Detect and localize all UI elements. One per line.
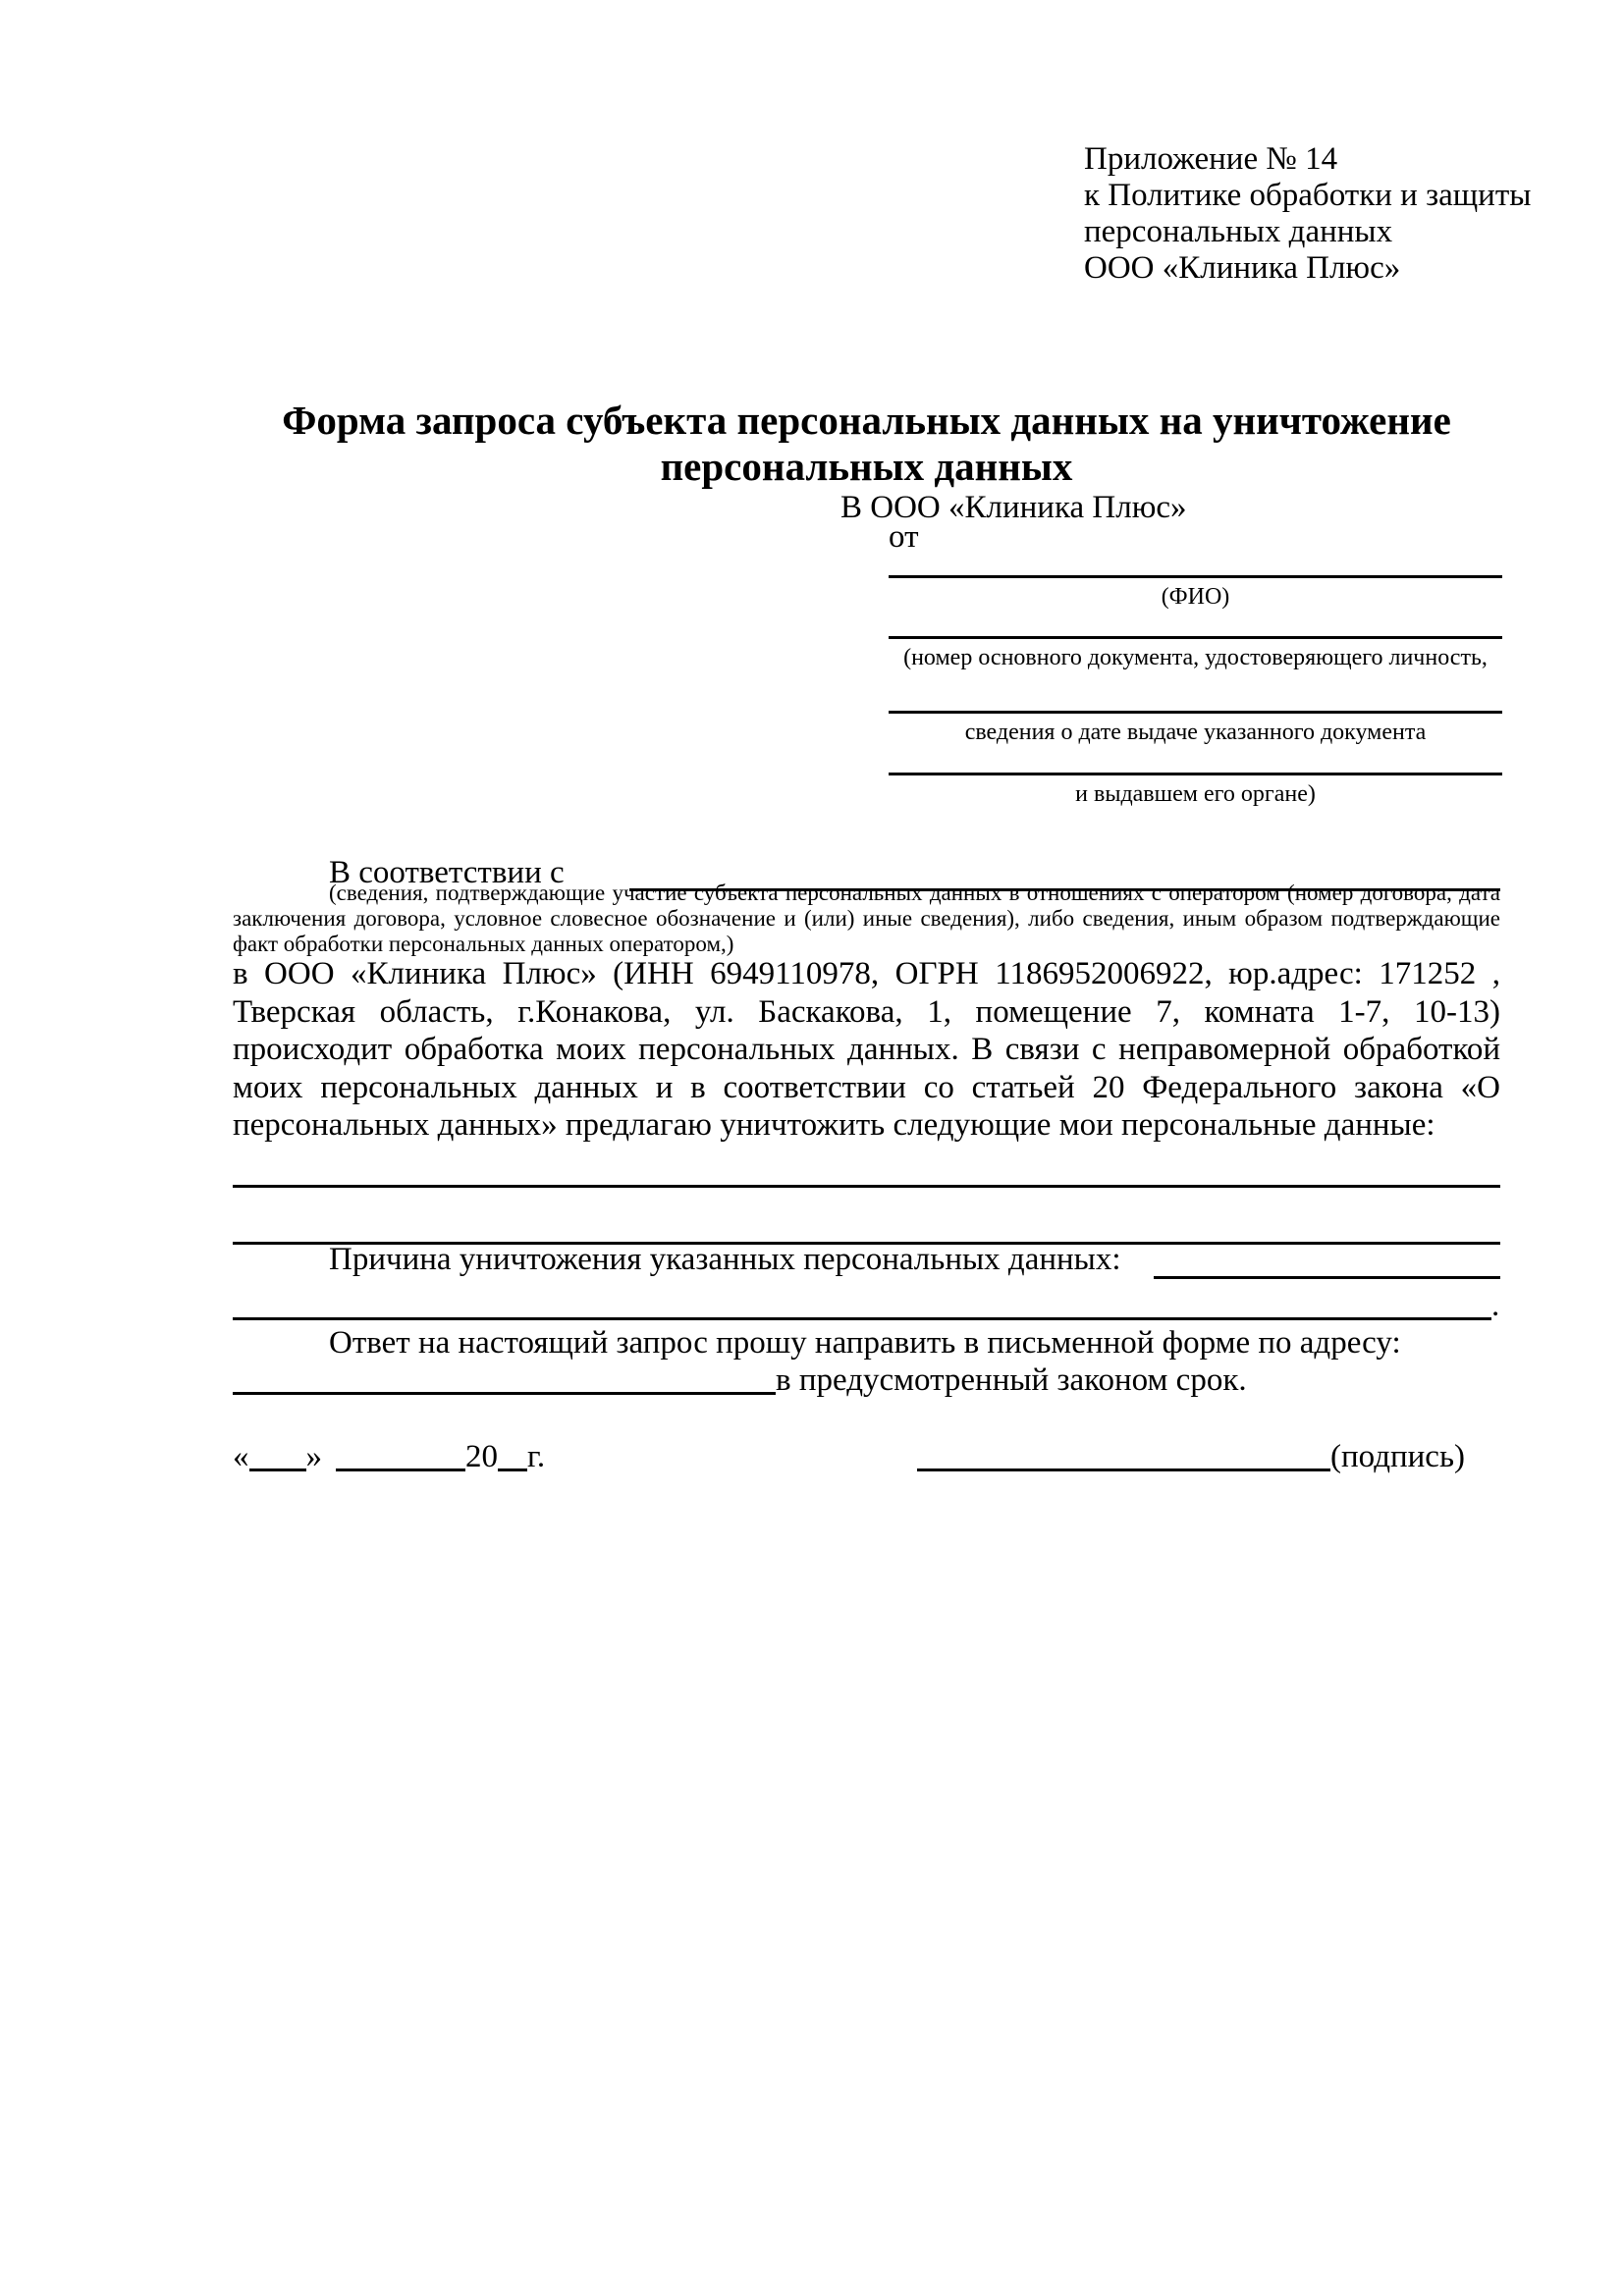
from-label: от [889, 519, 919, 555]
id-doc-blank-line [889, 636, 1502, 639]
day-blank [249, 1468, 306, 1471]
deadline-row [233, 1362, 1509, 1399]
signature-blank-line [917, 1468, 1330, 1471]
title-line-1: Форма запроса субъекта персональных данных на уничтожение [282, 398, 1451, 443]
accordance-note: (сведения, подтверждающие участие субъекта персональных данных в отношениях с оператором (номер договора, дата заключения договора, условное словесное обозначение и (или) иные сведения), либо сведения, иным образом подтверждающие факт обработки персональных данных оператором,) [233, 881, 1500, 956]
signature-field [917, 1438, 1465, 1475]
issuer-caption: и выдавшем его органе) [1075, 781, 1316, 807]
reason-label: Причина уничтожения указанных персональных данных: [329, 1242, 1121, 1277]
fio-caption: (ФИО) [1161, 584, 1230, 610]
year-prefix: 20 [465, 1439, 498, 1474]
issuer-blank-line [889, 773, 1502, 775]
header-line-3: персональных данных [1084, 214, 1393, 249]
deadline-text: в предусмотренный законом срок. [776, 1362, 1247, 1398]
reason-blank-line-2 [233, 1287, 1509, 1324]
reason-blank-continuation [233, 1317, 1491, 1320]
year-blank [498, 1468, 527, 1471]
processing-paragraph: в ООО «Клиника Плюс» (ИНН 6949110978, ОГРН 1186952006922, юр.адрес: 171252 , Тверская область, г.Конакова, ул. Баскакова, 1, помещение 7, комната 1-7, 10-13) происходит обработка моих персональных данных. В связи с неправомерной обработкой моих персональных данных и в соответствии со статьей 20 Федерального закона «О персональных данных» предлагаю уничтожить следующие мои персональные данные: [233, 956, 1500, 1143]
header-line-4: ООО «Клиника Плюс» [1084, 250, 1401, 286]
issue-date-blank-line [889, 711, 1502, 714]
id-doc-caption: (номер основного документа, удостоверяющего личность, [903, 645, 1488, 670]
addressee-line: В ООО «Клиника Плюс» [840, 490, 1187, 525]
reason-blank-line [1154, 1276, 1500, 1279]
appendix-header [1084, 141, 1531, 287]
header-line-2: к Политике обработки и защиты [1084, 178, 1532, 213]
document-title [233, 398, 1500, 490]
title-line-2: персональных данных [660, 444, 1073, 489]
signature-caption: (подпись) [1330, 1439, 1465, 1474]
quote-close: » [305, 1439, 322, 1474]
date-field [233, 1438, 545, 1475]
header-line-1: Приложение № 14 [1084, 141, 1338, 177]
data-blank-line-1 [233, 1185, 1500, 1188]
quote-open: « [233, 1439, 249, 1474]
address-blank-line [233, 1392, 776, 1395]
accordance-label: В соответствии с [329, 855, 565, 890]
year-suffix: г. [527, 1439, 546, 1474]
fio-blank-line [889, 575, 1502, 578]
issue-date-caption: сведения о дате выдаче указанного документа [964, 720, 1427, 745]
period: . [1491, 1288, 1500, 1323]
month-blank [336, 1468, 465, 1471]
answer-paragraph: Ответ на настоящий запрос прошу направить в письменной форме по адресу: [329, 1325, 1401, 1361]
